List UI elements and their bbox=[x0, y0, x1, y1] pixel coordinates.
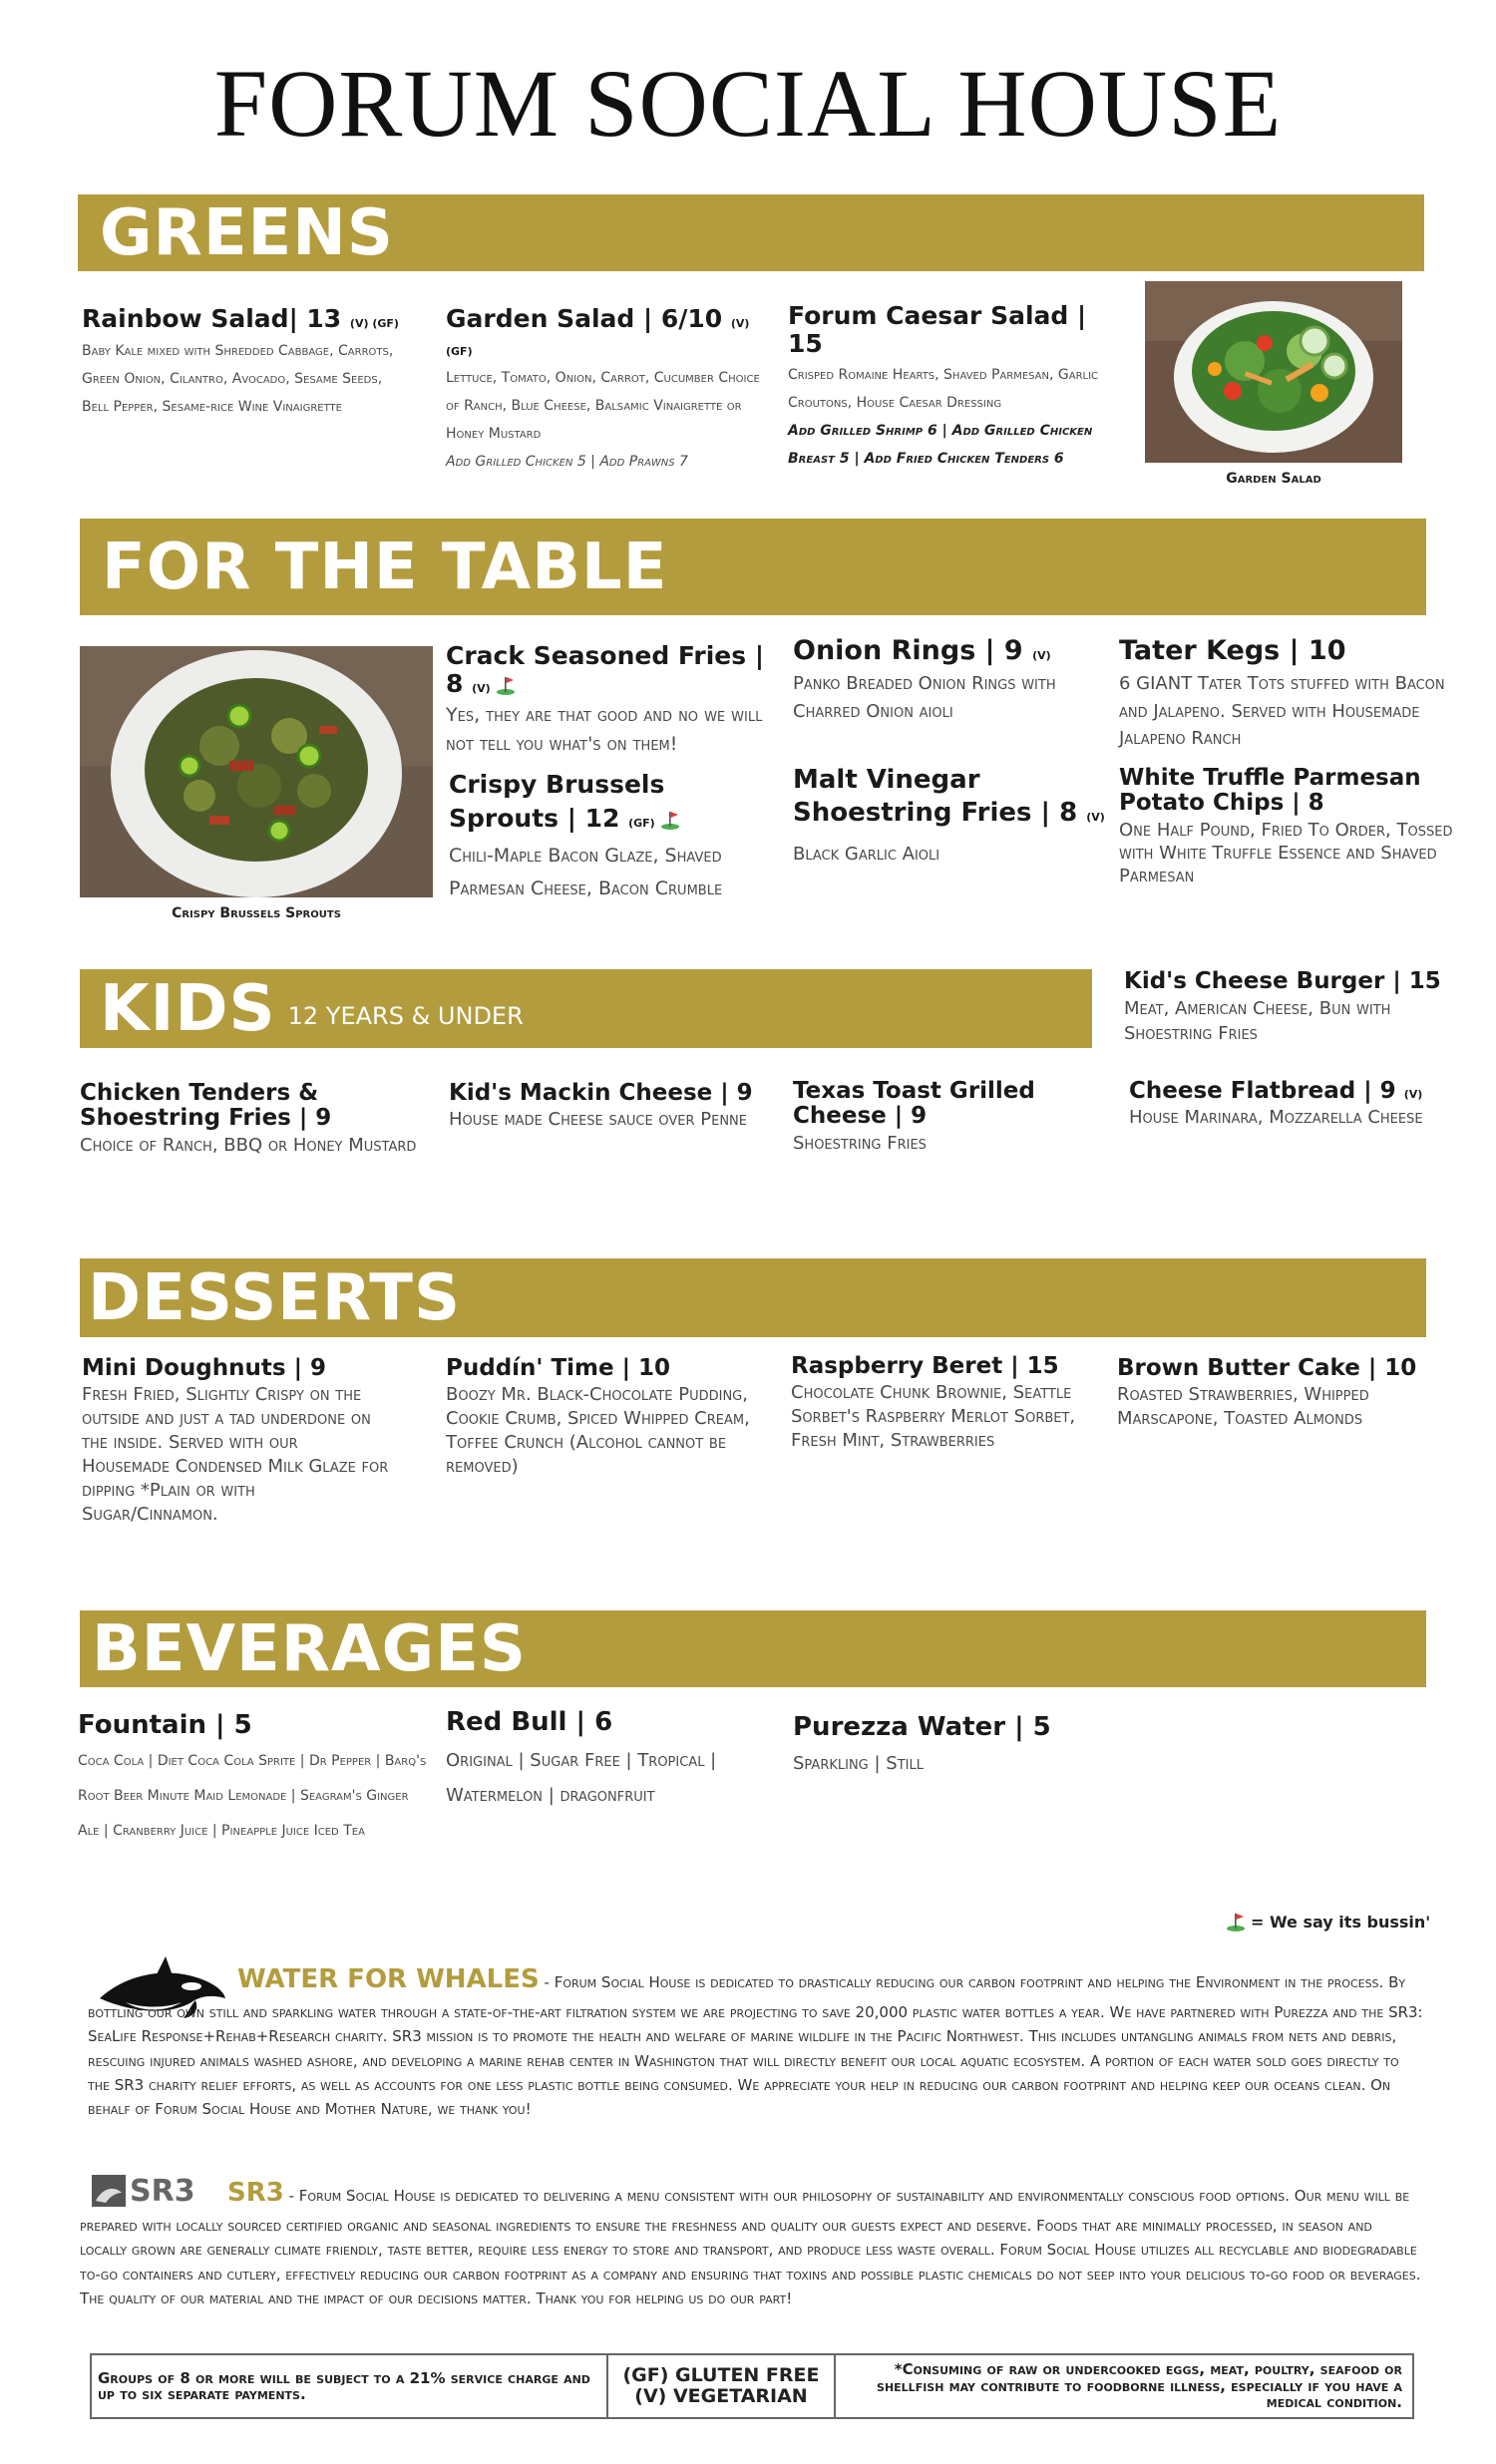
sr3-body: - Forum Social House is dedicated to delivering a menu consistent with our philosophy of sustainability and environmentally conscious food options. Our menu will be prepared with locally sourced certified organic and seasonal ingredients to ensure the freshness and quality our guests expect and deserve. Foods that are minimally processed, in season and locally grown are generally climate friendly, taste better, require less energy to store and transport, and produce less waste overall. Forum Social House utilizes all recyclable and biodegradable to-go containers and cutlery, effectively reducing our carbon footprint as a company and ensuring that toxins and possible plastic chemicals do not seep into your delicious to-go food or beverages. The quality of our material and the impact of our decisions matter. Thank you for helping us do our part! bbox=[80, 2187, 1421, 2307]
item-description: Coca Cola | Diet Coca Cola Sprite | Dr Pepper | Barq's Root Beer Minute Maid Lemonade | Seagram's Ginger Ale | Cranberry Juice | Pineapple Juice Iced Tea bbox=[78, 1752, 427, 1839]
item-description: Chocolate Chunk Brownie, Seattle Sorbet's Raspberry Merlot Sorbet, Fresh Mint, Strawberries bbox=[791, 1382, 1076, 1452]
menu-item-malt-vinegar-fries bbox=[793, 764, 1112, 869]
menu-item-garden-salad bbox=[446, 305, 775, 476]
item-description: Black Garlic Aioli bbox=[793, 844, 940, 865]
item-description: Crisped Romaine Hearts, Shaved Parmesan, Garlic Croutons, House Caesar Dressing bbox=[788, 367, 1099, 411]
item-name: Puddín' Time | 10 bbox=[446, 1355, 671, 1381]
item-description: House Marinara, Mozzarella Cheese bbox=[1129, 1107, 1423, 1129]
menu-item-truffle-chips bbox=[1119, 766, 1458, 888]
menu-item-onion-rings bbox=[793, 636, 1102, 725]
kids-subtitle: 12 YEARS & UNDER bbox=[287, 1001, 524, 1030]
legend-text: = We say its bussin' bbox=[1251, 1912, 1431, 1932]
item-name: Mini Doughnuts | 9 bbox=[82, 1355, 326, 1381]
whales-lead: WATER FOR WHALES bbox=[237, 1964, 540, 1994]
kids-title: KIDS bbox=[100, 971, 276, 1046]
diet-tags: (GF) bbox=[628, 816, 655, 830]
item-description: One Half Pound, Fried To Order, Tossed with White Truffle Essence and Shaved Parmesan bbox=[1119, 819, 1453, 887]
greens-title: GREENS bbox=[100, 195, 394, 270]
item-name: Kid's Cheese Burger | 15 bbox=[1124, 968, 1441, 994]
item-name: Chicken Tenders & Shoestring Fries | 9 bbox=[80, 1080, 332, 1132]
menu-item-brussels-sprouts bbox=[449, 768, 778, 905]
menu-item-brown-butter-cake bbox=[1117, 1356, 1436, 1431]
menu-item-fountain bbox=[78, 1711, 427, 1849]
golf-flag-icon bbox=[659, 809, 681, 831]
diet-tags: (V) bbox=[1403, 1088, 1423, 1101]
salad-bowl-illustration bbox=[1145, 281, 1402, 463]
item-name: Kid's Mackin Cheese | 9 bbox=[449, 1080, 753, 1106]
item-name: Brown Butter Cake | 10 bbox=[1117, 1355, 1417, 1381]
item-name: Texas Toast Grilled Cheese | 9 bbox=[793, 1078, 1035, 1130]
item-description: Yes, they are that good and no we will not tell you what's on them! bbox=[446, 704, 763, 756]
service-charge-notice: Groups of 8 or more will be subject to a 21% service charge and up to six separate payments. bbox=[92, 2355, 608, 2417]
beverages-title: BEVERAGES bbox=[92, 1611, 527, 1686]
diet-tags: (V) bbox=[1086, 810, 1105, 824]
golf-flag-icon bbox=[495, 674, 517, 696]
item-description: Meat, American Cheese, Bun with Shoestring Fries bbox=[1124, 998, 1391, 1045]
greens-header bbox=[78, 194, 1424, 271]
sr3-text bbox=[80, 2172, 1421, 2310]
diet-tags: (V) bbox=[1032, 649, 1051, 662]
restaurant-title: FORUM SOCIAL HOUSE bbox=[213, 50, 1283, 157]
item-name: Rainbow Salad| 13 bbox=[82, 304, 342, 333]
item-name: Purezza Water | 5 bbox=[793, 1712, 1051, 1742]
garden-salad-caption: Garden Salad bbox=[1226, 471, 1321, 487]
item-name: White Truffle Parmesan Potato Chips | 8 bbox=[1119, 765, 1421, 817]
item-name: Crispy Brussels Sprouts | 12 bbox=[449, 770, 665, 833]
item-description: Roasted Strawberries, Whipped Marscapone, Toasted Almonds bbox=[1117, 1384, 1369, 1430]
item-name: Garden Salad | 6/10 bbox=[446, 304, 723, 333]
item-description: Sparkling | Still bbox=[793, 1752, 924, 1774]
item-description: Shoestring Fries bbox=[793, 1132, 927, 1154]
foodborne-illness-warning: *Consuming of raw or undercooked eggs, meat, poultry, seafood or shellfish may contribute to foodborne illness, especially if you have a medical condition. bbox=[877, 2360, 1402, 2412]
bussin-legend bbox=[1225, 1911, 1430, 1933]
menu-item-tater-kegs bbox=[1119, 636, 1458, 753]
item-name: Red Bull | 6 bbox=[446, 1707, 613, 1737]
item-addons: Add Grilled Chicken 5 | Add Prawns 7 bbox=[446, 454, 688, 470]
item-name: Fountain | 5 bbox=[78, 1710, 252, 1740]
item-description: Baby Kale mixed with Shredded Cabbage, Carrots, Green Onion, Cilantro, Avocado, Sesame Seeds, Bell Pepper, Sesame-rice Wine Vinaigrette bbox=[82, 342, 394, 415]
sr3-lead: SR3 bbox=[227, 2178, 284, 2208]
menu-item-mini-doughnuts bbox=[82, 1356, 391, 1527]
menu-item-rainbow-salad bbox=[82, 305, 411, 421]
menu-item-kids-burger bbox=[1124, 969, 1453, 1047]
gluten-free-key: (GF) GLUTEN FREE bbox=[622, 2364, 820, 2387]
menu-item-red-bull bbox=[446, 1708, 765, 1813]
item-description: Lettuce, Tomato, Onion, Carrot, Cucumber Choice of Ranch, Blue Cheese, Balsamic Vinaigrette or Honey Mustard bbox=[446, 370, 760, 442]
footer-notice-box bbox=[90, 2353, 1414, 2419]
item-name: Malt Vinegar Shoestring Fries | 8 bbox=[793, 765, 1078, 828]
diet-key bbox=[608, 2355, 836, 2417]
item-description: House made Cheese sauce over Penne bbox=[449, 1109, 747, 1131]
for-the-table-header bbox=[80, 519, 1426, 615]
menu-item-texas-toast bbox=[793, 1079, 1122, 1156]
menu-item-mackin-cheese bbox=[449, 1081, 768, 1133]
vegetarian-key: (V) VEGETARIAN bbox=[634, 2385, 808, 2407]
menu-item-chicken-tenders bbox=[80, 1081, 429, 1158]
menu-item-raspberry-beret bbox=[791, 1354, 1120, 1453]
menu-item-purezza-water bbox=[793, 1713, 1112, 1777]
diet-tags: (V) (GF) bbox=[349, 317, 399, 330]
desserts-header bbox=[80, 1258, 1426, 1337]
for-the-table-title: FOR THE TABLE bbox=[102, 529, 668, 604]
desserts-title: DESSERTS bbox=[88, 1260, 462, 1335]
garden-salad-photo bbox=[1145, 281, 1402, 463]
whales-body: - Forum Social House is dedicated to drastically reducing our carbon footprint and helping the Environment in the process. By bottling our own still and sparkling water through a state-of-the-art filtration system we are projecting to save 20,000 plastic water bottles a year. We have partnered with Purezza and the SR3: SeaLife Response+Rehab+Research charity. SR3 mission is to promote the health and welfare of marine wildlife in the Pacific Northwest. This includes untangling animals from nets and debris, rescuing injured animals washed ashore, and developing a marine rehab center in Washington that will directly benefit our local aquatic ecosystem. A portion of each water sold goes directly to the SR3 charity relief efforts, as well as accounts for one less plastic bottle being consumed. We appreciate your help in reducing our carbon footprint and helping keep our oceans clean. On behalf of Forum Social House and Mother Nature, we thank you! bbox=[88, 1973, 1423, 2119]
item-description: Chili-Maple Bacon Glaze, Shaved Parmesan Cheese, Bacon Crumble bbox=[449, 844, 723, 899]
item-name: Cheese Flatbread | 9 bbox=[1129, 1078, 1396, 1104]
kids-header bbox=[80, 969, 1092, 1048]
diet-tags: (V) (GF) bbox=[446, 317, 750, 358]
item-description: Boozy Mr. Black-Chocolate Pudding, Cookie Crumb, Spiced Whipped Cream, Toffee Crunch (Alcohol cannot be removed) bbox=[446, 1384, 750, 1478]
item-description: Panko Breaded Onion Rings with Charred Onion aioli bbox=[793, 672, 1056, 722]
item-name: Onion Rings | 9 bbox=[793, 635, 1023, 666]
item-name: Tater Kegs | 10 bbox=[1119, 635, 1346, 666]
menu-item-caesar-salad bbox=[788, 302, 1117, 473]
menu-item-puddin-time bbox=[446, 1356, 790, 1479]
item-name: Crack Seasoned Fries | 8 bbox=[446, 641, 764, 698]
menu-item-cheese-flatbread bbox=[1129, 1079, 1448, 1131]
water-for-whales-text bbox=[88, 1958, 1424, 2122]
item-name: Forum Caesar Salad | 15 bbox=[788, 301, 1087, 358]
item-description: 6 GIANT Tater Tots stuffed with Bacon and Jalapeno. Served with Housemade Jalapeno Ranch bbox=[1119, 672, 1445, 750]
menu-item-crack-fries bbox=[446, 642, 785, 760]
brussels-sprouts-caption: Crispy Brussels Sprouts bbox=[172, 905, 341, 921]
diet-tags: (V) bbox=[472, 681, 491, 695]
item-addons: Add Grilled Shrimp 6 | Add Grilled Chicken Breast 5 | Add Fried Chicken Tenders 6 bbox=[788, 423, 1093, 467]
item-name: Raspberry Beret | 15 bbox=[791, 1353, 1059, 1379]
item-description: Original | Sugar Free | Tropical | Watermelon | dragonfruit bbox=[446, 1749, 717, 1806]
beverages-header bbox=[80, 1610, 1426, 1687]
item-description: Choice of Ranch, BBQ or Honey Mustard bbox=[80, 1134, 417, 1156]
item-description: Fresh Fried, Slightly Crispy on the outside and just a tad underdone on the inside. Served with our Housemade Condensed Milk Glaze for dipping *Plain or with Sugar/Cinnamon. bbox=[82, 1384, 389, 1525]
sr3-logo-text: SR3 bbox=[130, 2173, 195, 2209]
brussels-sprouts-photo bbox=[80, 646, 433, 897]
brussels-bowl-illustration bbox=[80, 646, 433, 897]
golf-flag-icon bbox=[1225, 1911, 1247, 1933]
